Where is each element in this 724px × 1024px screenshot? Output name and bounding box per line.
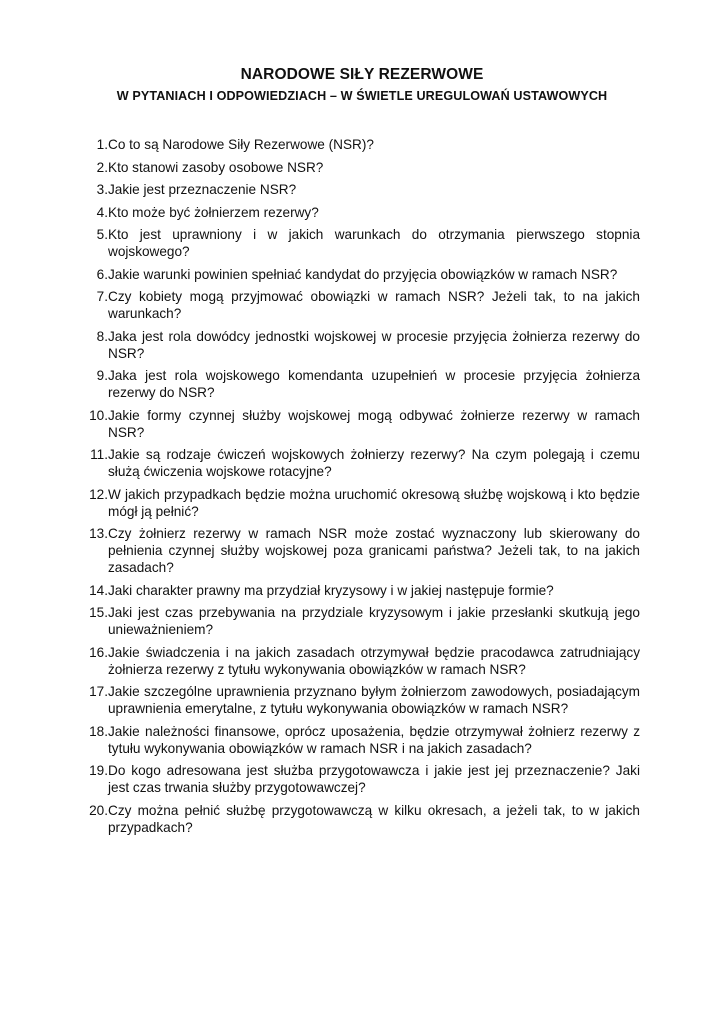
question-item-2 xyxy=(80,159,640,176)
question-number: 16. xyxy=(89,644,108,660)
question-item-14 xyxy=(80,582,640,599)
question-text: Jaki charakter prawny ma przydział kryzysowy i w jakiej następuje formie? xyxy=(108,582,554,598)
question-number: 11. xyxy=(90,447,108,462)
question-item-12 xyxy=(80,486,640,520)
question-item-18 xyxy=(80,723,640,757)
question-item-10 xyxy=(80,407,640,441)
question-item-16 xyxy=(80,644,640,678)
question-text: Czy żołnierz rezerwy w ramach NSR może zostać wyznaczony lub skierowany do pełnienia czynnej służby wojskowej poza granicami państwa? Jeżeli tak, to na jakich zasadach? xyxy=(108,526,640,575)
question-number: 10. xyxy=(89,407,108,423)
question-item-8 xyxy=(80,328,640,362)
question-item-9 xyxy=(80,367,640,401)
question-text: Kto jest uprawniony i w jakich warunkach do otrzymania pierwszego stopnia wojskowego? xyxy=(108,227,640,259)
question-text: Czy kobiety mogą przyjmować obowiązki w ramach NSR? Jeżeli tak, to na jakich warunkach? xyxy=(108,289,640,321)
question-item-19 xyxy=(80,762,640,796)
question-item-17 xyxy=(80,683,640,717)
question-item-4 xyxy=(80,204,640,221)
question-number: 3. xyxy=(96,182,108,197)
question-number: 5. xyxy=(96,227,108,242)
question-text: Jaka jest rola dowódcy jednostki wojskowej w procesie przyjęcia żołnierza rezerwy do NSR? xyxy=(108,328,640,361)
question-number: 4. xyxy=(96,204,108,220)
question-text: Jaka jest rola wojskowego komendanta uzupełnień w procesie przyjęcia żołnierza rezerwy do NSR? xyxy=(108,368,640,400)
question-text: Kto może być żołnierzem rezerwy? xyxy=(108,204,319,220)
document-title: NARODOWE SIŁY REZERWOWE xyxy=(240,66,484,83)
question-item-1 xyxy=(80,136,640,153)
question-number: 20. xyxy=(89,802,108,818)
question-number: 6. xyxy=(96,266,108,282)
question-list xyxy=(80,136,640,841)
question-number: 7. xyxy=(96,289,108,304)
question-number: 2. xyxy=(96,159,108,175)
question-text: Do kogo adresowana jest służba przygotowawcza i jakie jest jej przeznaczenie? Jaki jest czas trwania służby przygotowawczej? xyxy=(108,763,640,795)
question-text: Kto stanowi zasoby osobowe NSR? xyxy=(108,159,324,175)
question-number: 14. xyxy=(89,582,108,598)
question-item-3 xyxy=(80,181,640,198)
question-number: 9. xyxy=(96,368,108,383)
question-number: 8. xyxy=(96,328,108,344)
question-item-11 xyxy=(80,446,640,480)
question-number: 17. xyxy=(89,684,108,699)
question-item-7 xyxy=(80,288,640,322)
question-text: Jakie warunki powinien spełniać kandydat do przyjęcia obowiązków w ramach NSR? xyxy=(108,266,618,282)
question-item-5 xyxy=(80,226,640,260)
question-item-15 xyxy=(80,604,640,638)
question-number: 13. xyxy=(89,526,108,541)
document-subtitle: W PYTANIACH I ODPOWIEDZIACH – W ŚWIETLE UREGULOWAŃ USTAWOWYCH xyxy=(116,89,608,103)
question-text: Jakie szczególne uprawnienia przyznano byłym żołnierzom zawodowych, posiadającym uprawnienia emerytalne, z tytułu wykonywania obowiązków w ramach NSR? xyxy=(108,684,640,716)
question-text: Czy można pełnić służbę przygotowawczą w kilku okresach, a jeżeli tak, to w jakich przypadkach? xyxy=(108,802,640,835)
question-text: Jakie są rodzaje ćwiczeń wojskowych żołnierzy rezerwy? Na czym polegają i czemu służą ćwiczenia wojskowe rotacyjne? xyxy=(108,447,640,479)
question-text: Jakie formy czynnej służby wojskowej mogą odbywać żołnierze rezerwy w ramach NSR? xyxy=(108,407,640,440)
question-text: Jakie należności finansowe, oprócz uposażenia, będzie otrzymywał żołnierz rezerwy z tytułu wykonywania obowiązków w ramach NSR i na jakich zasadach? xyxy=(108,723,640,756)
question-text: Co to są Narodowe Siły Rezerwowe (NSR)? xyxy=(108,137,374,152)
question-text: W jakich przypadkach będzie można uruchomić okresową służbę wojskową i kto będzie mógł ją pełnić? xyxy=(108,486,640,519)
question-number: 18. xyxy=(89,723,108,739)
question-number: 15. xyxy=(89,605,108,620)
question-text: Jaki jest czas przebywania na przydziale kryzysowym i jakie przesłanki skutkują jego unieważnieniem? xyxy=(108,605,640,637)
question-number: 1. xyxy=(96,137,108,152)
question-number: 19. xyxy=(89,763,108,778)
question-item-20 xyxy=(80,802,640,836)
question-text: Jakie jest przeznaczenie NSR? xyxy=(108,182,297,197)
question-item-13 xyxy=(80,525,640,576)
question-text: Jakie świadczenia i na jakich zasadach otrzymywał będzie pracodawca zatrudniający żołnierza rezerwy z tytułu wykonywania obowiązków w ramach NSR? xyxy=(108,644,640,677)
question-item-6 xyxy=(80,266,640,283)
question-number: 12. xyxy=(89,486,108,502)
